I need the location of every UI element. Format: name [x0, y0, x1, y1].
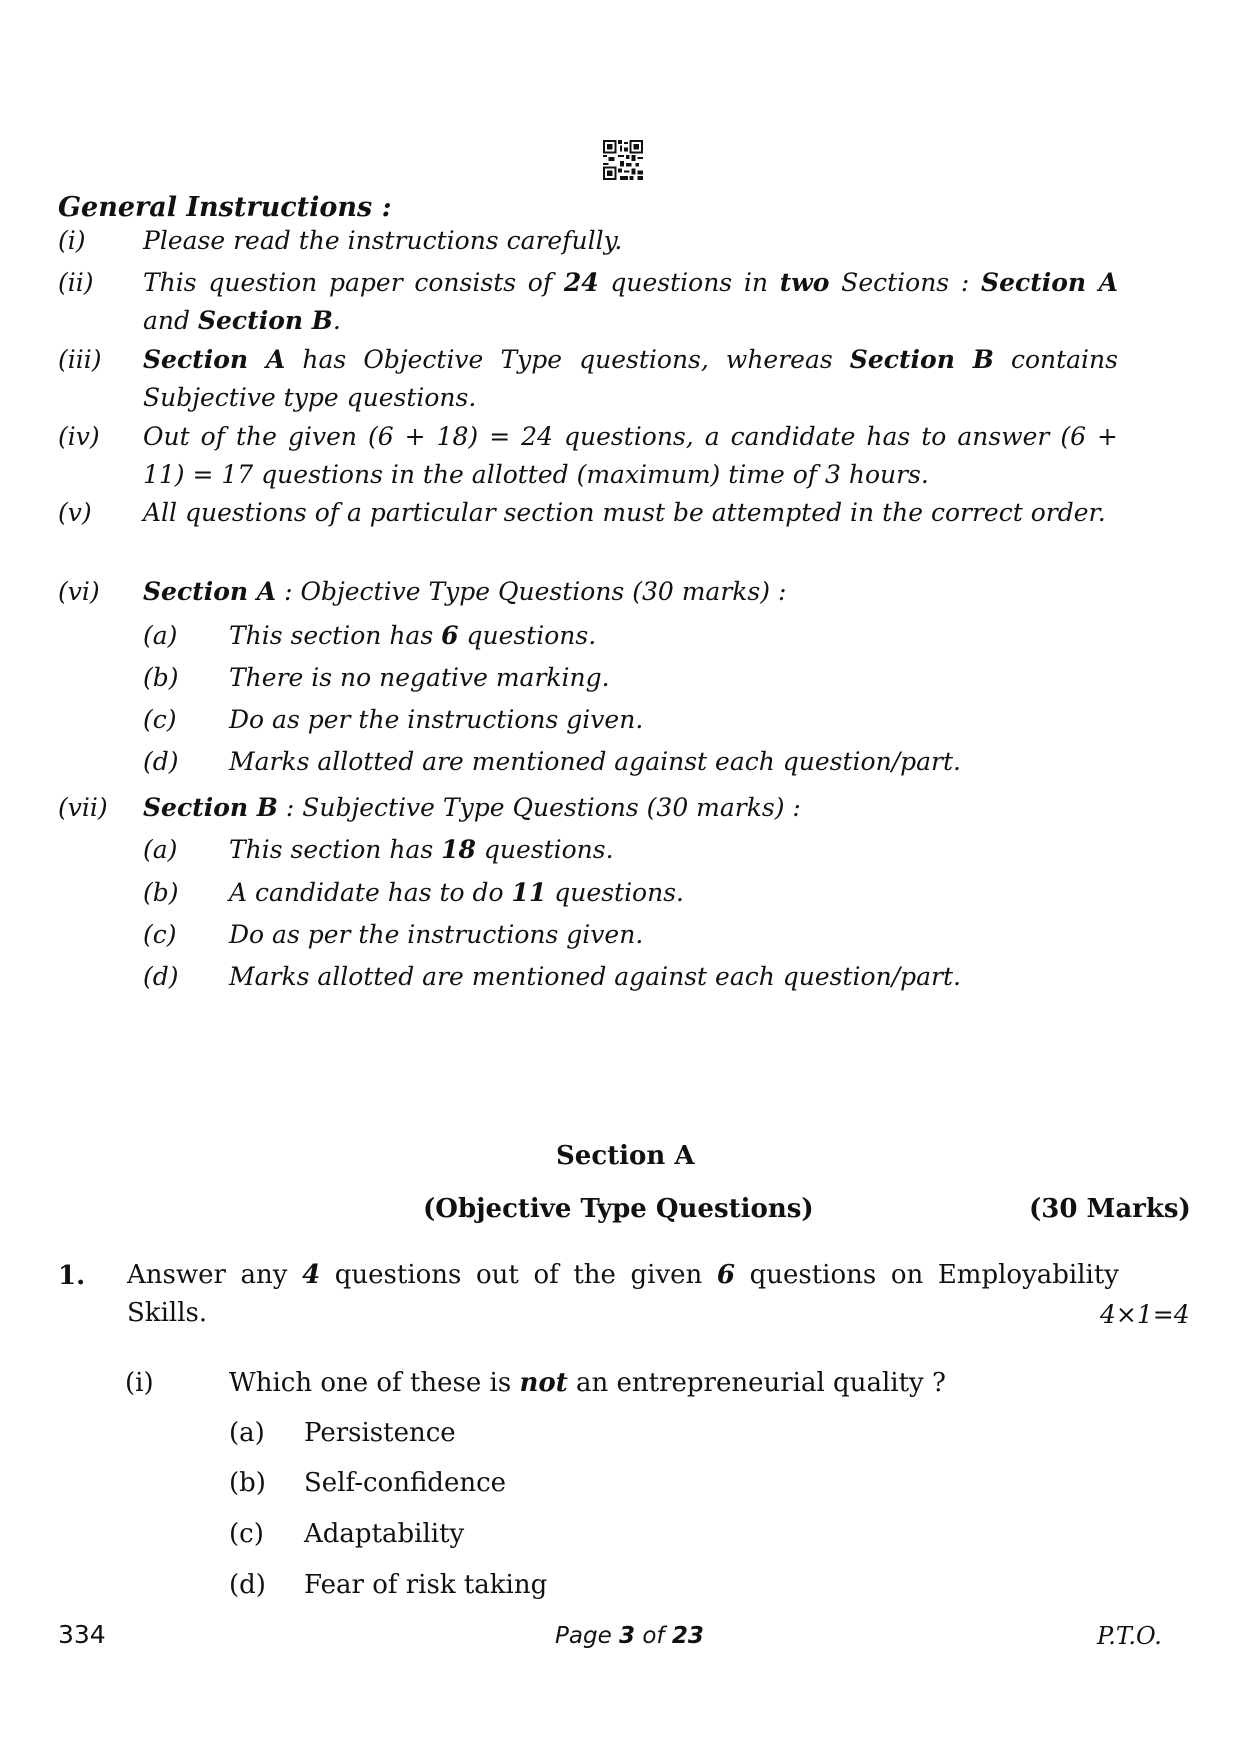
text-segment: Answer any: [127, 1260, 303, 1290]
text-segment: Do as per the instructions given.: [229, 705, 644, 734]
instruction-text: [143, 418, 1118, 494]
text-segment: Marks allotted are mentioned against each question/part.: [229, 962, 961, 991]
option-letter: (c): [229, 1519, 264, 1549]
instruction-text: [143, 573, 1118, 611]
subitem-text: [229, 958, 961, 996]
subitem-text: [229, 617, 596, 655]
subitem-letter: (a): [143, 621, 178, 650]
subquestion-text: [229, 1368, 946, 1398]
qr-code-icon: [603, 140, 643, 180]
instruction-number: (ii): [58, 268, 94, 297]
section-subtitle: (Objective Type Questions): [423, 1194, 814, 1224]
text-segment: and: [143, 306, 198, 335]
paper-code: 334: [58, 1620, 106, 1649]
subitem-text: [229, 701, 643, 739]
text-segment: questions out of the given: [320, 1260, 717, 1290]
text-segment: Out of the given (6 + 18) = 24 questions, a candidate has to answer (6 + 11) = 17 questions in the allotted (maximum) time of 3 hours.: [143, 422, 1118, 489]
bold-text: two: [779, 268, 830, 297]
text-segment: All questions of a particular section must be attempted in the correct order.: [143, 498, 1106, 527]
option-letter: (a): [229, 1418, 265, 1448]
text-segment: questions in: [598, 268, 780, 297]
bold-text: Section B: [197, 306, 333, 335]
subitem-text: [229, 743, 961, 781]
instruction-text: [143, 222, 1118, 260]
instruction-text: [143, 494, 1118, 532]
bold-text: Section A: [143, 345, 286, 374]
page-number: [555, 1623, 704, 1649]
text-segment: Please read the instructions carefully.: [143, 226, 623, 255]
subitem-letter: (d): [143, 747, 179, 776]
page-prefix: Page: [555, 1623, 620, 1649]
text-segment: : Objective Type Questions (30 marks) :: [276, 577, 787, 606]
instruction-text: [143, 264, 1118, 340]
text-segment: questions.: [546, 878, 684, 907]
instruction-number: (vii): [58, 793, 108, 822]
bold-text: Section B: [143, 793, 278, 822]
subitem-text: [229, 874, 684, 912]
bold-text: Section A: [981, 268, 1118, 297]
subitem-letter: (c): [143, 920, 177, 949]
option-text: Adaptability: [304, 1519, 465, 1549]
text-segment: questions on Employability Skills.: [127, 1260, 1119, 1328]
bold-text: Section B: [849, 345, 994, 374]
general-instructions-heading: General Instructions :: [58, 192, 392, 223]
bold-text: 11: [511, 878, 547, 907]
option-text: Self-confidence: [304, 1468, 507, 1498]
instruction-number: (i): [58, 226, 86, 255]
section-title: Section A: [556, 1141, 695, 1171]
text-segment: This question paper consists of: [143, 268, 564, 297]
option-letter: (d): [229, 1570, 266, 1600]
text-segment: Which one of these is: [229, 1368, 520, 1398]
subitem-text: [229, 916, 643, 954]
subitem-letter: (a): [143, 835, 178, 864]
subitem-text: [229, 831, 614, 869]
bold-text: Section A: [143, 577, 277, 606]
section-marks: (30 Marks): [1029, 1194, 1191, 1224]
page-current: 3: [619, 1623, 636, 1649]
text-segment: .: [332, 306, 341, 335]
instruction-number: (iii): [58, 345, 102, 374]
option-letter: (b): [229, 1468, 266, 1498]
question-marks: 4×1=4: [1100, 1300, 1190, 1329]
text-segment: an entrepreneurial quality ?: [567, 1368, 946, 1398]
instruction-text: [143, 789, 1118, 827]
text-segment: This section has: [229, 621, 442, 650]
text-segment: Marks allotted are mentioned against each question/part.: [229, 747, 961, 776]
option-text: Fear of risk taking: [304, 1570, 548, 1600]
bold-text: not: [519, 1368, 568, 1398]
subitem-letter: (c): [143, 705, 177, 734]
option-text: Persistence: [304, 1418, 456, 1448]
page-of: of: [635, 1623, 672, 1649]
text-segment: Do as per the instructions given.: [229, 920, 644, 949]
bold-text: 4: [302, 1260, 321, 1290]
bold-text: 18: [441, 835, 476, 864]
subitem-letter: (d): [143, 962, 179, 991]
subitem-letter: (b): [143, 663, 179, 692]
instruction-number: (v): [58, 498, 92, 527]
text-segment: questions.: [475, 835, 614, 864]
bold-text: 6: [441, 621, 459, 650]
pto-label: P.T.O.: [1097, 1622, 1162, 1650]
question-text: [127, 1256, 1119, 1332]
text-segment: A candidate has to do: [229, 878, 512, 907]
subquestion-number: (i): [125, 1368, 154, 1398]
bold-text: 24: [563, 268, 599, 297]
text-segment: : Subjective Type Questions (30 marks) :: [277, 793, 801, 822]
bold-text: 6: [716, 1260, 735, 1290]
text-segment: questions.: [458, 621, 597, 650]
text-segment: contains Subjective type questions.: [143, 345, 1118, 412]
subitem-text: [229, 659, 610, 697]
instruction-number: (iv): [58, 422, 100, 451]
subitem-letter: (b): [143, 878, 179, 907]
instruction-number: (vi): [58, 577, 100, 606]
instruction-text: [143, 341, 1118, 417]
question-number: 1.: [58, 1261, 86, 1291]
text-segment: Sections :: [829, 268, 982, 297]
page-total: 23: [671, 1623, 704, 1649]
text-segment: This section has: [229, 835, 442, 864]
text-segment: There is no negative marking.: [229, 663, 610, 692]
text-segment: has Objective Type questions, whereas: [285, 345, 850, 374]
